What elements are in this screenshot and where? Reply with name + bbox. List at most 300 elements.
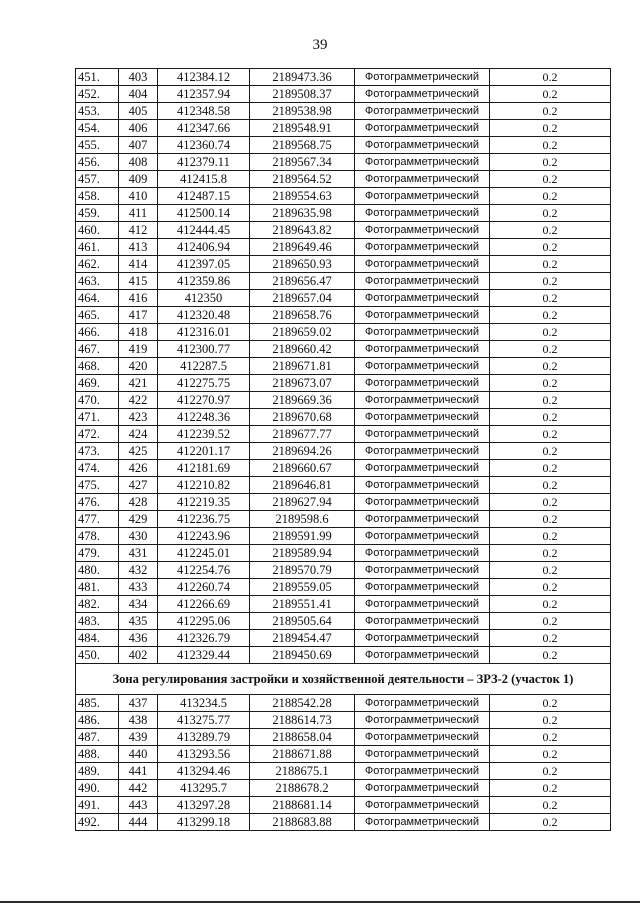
cell-row-number: 465. bbox=[76, 307, 119, 324]
cell-x-coordinate: 412348.58 bbox=[158, 103, 250, 120]
cell-point-number: 419 bbox=[119, 341, 158, 358]
cell-y-coordinate: 2188675.1 bbox=[250, 763, 355, 780]
cell-point-number: 405 bbox=[119, 103, 158, 120]
cell-point-number: 410 bbox=[119, 188, 158, 205]
section-header-row bbox=[76, 664, 611, 695]
cell-y-coordinate: 2189570.79 bbox=[250, 562, 355, 579]
cell-accuracy: 0.2 bbox=[490, 562, 611, 579]
cell-y-coordinate: 2189659.02 bbox=[250, 324, 355, 341]
cell-accuracy: 0.2 bbox=[490, 120, 611, 137]
cell-y-coordinate: 2189559.05 bbox=[250, 579, 355, 596]
cell-y-coordinate: 2188678.2 bbox=[250, 780, 355, 797]
cell-method: Фотограмметрический bbox=[355, 528, 490, 545]
table-row bbox=[76, 630, 611, 647]
table-row bbox=[76, 239, 611, 256]
cell-x-coordinate: 413275.77 bbox=[158, 712, 250, 729]
cell-accuracy: 0.2 bbox=[490, 154, 611, 171]
cell-accuracy: 0.2 bbox=[490, 392, 611, 409]
table-row bbox=[76, 205, 611, 222]
cell-method: Фотограмметрический bbox=[355, 222, 490, 239]
cell-accuracy: 0.2 bbox=[490, 443, 611, 460]
cell-x-coordinate: 412239.52 bbox=[158, 426, 250, 443]
cell-point-number: 425 bbox=[119, 443, 158, 460]
cell-method: Фотограмметрический bbox=[355, 443, 490, 460]
cell-x-coordinate: 412181.69 bbox=[158, 460, 250, 477]
cell-accuracy: 0.2 bbox=[490, 426, 611, 443]
cell-y-coordinate: 2189554.63 bbox=[250, 188, 355, 205]
table-row bbox=[76, 596, 611, 613]
cell-row-number: 487. bbox=[76, 729, 119, 746]
cell-point-number: 413 bbox=[119, 239, 158, 256]
cell-point-number: 432 bbox=[119, 562, 158, 579]
table-row bbox=[76, 729, 611, 746]
cell-x-coordinate: 412379.11 bbox=[158, 154, 250, 171]
cell-method: Фотограмметрический bbox=[355, 695, 490, 712]
cell-y-coordinate: 2189508.37 bbox=[250, 86, 355, 103]
cell-point-number: 421 bbox=[119, 375, 158, 392]
table-row bbox=[76, 613, 611, 630]
cell-row-number: 472. bbox=[76, 426, 119, 443]
cell-method: Фотограмметрический bbox=[355, 763, 490, 780]
cell-y-coordinate: 2189669.36 bbox=[250, 392, 355, 409]
cell-y-coordinate: 2189568.75 bbox=[250, 137, 355, 154]
table-row bbox=[76, 392, 611, 409]
cell-x-coordinate: 412316.01 bbox=[158, 324, 250, 341]
cell-point-number: 409 bbox=[119, 171, 158, 188]
table-row bbox=[76, 477, 611, 494]
cell-point-number: 412 bbox=[119, 222, 158, 239]
cell-point-number: 442 bbox=[119, 780, 158, 797]
cell-row-number: 488. bbox=[76, 746, 119, 763]
cell-row-number: 489. bbox=[76, 763, 119, 780]
cell-method: Фотограмметрический bbox=[355, 188, 490, 205]
cell-point-number: 430 bbox=[119, 528, 158, 545]
cell-accuracy: 0.2 bbox=[490, 630, 611, 647]
cell-x-coordinate: 412406.94 bbox=[158, 239, 250, 256]
cell-x-coordinate: 413294.46 bbox=[158, 763, 250, 780]
cell-row-number: 454. bbox=[76, 120, 119, 137]
cell-method: Фотограмметрический bbox=[355, 712, 490, 729]
cell-row-number: 485. bbox=[76, 695, 119, 712]
cell-x-coordinate: 412266.69 bbox=[158, 596, 250, 613]
cell-method: Фотограмметрический bbox=[355, 256, 490, 273]
cell-row-number: 482. bbox=[76, 596, 119, 613]
cell-y-coordinate: 2189677.77 bbox=[250, 426, 355, 443]
cell-accuracy: 0.2 bbox=[490, 477, 611, 494]
cell-y-coordinate: 2188614.73 bbox=[250, 712, 355, 729]
table-row bbox=[76, 797, 611, 814]
cell-method: Фотограмметрический bbox=[355, 797, 490, 814]
cell-accuracy: 0.2 bbox=[490, 188, 611, 205]
cell-x-coordinate: 413299.18 bbox=[158, 814, 250, 831]
cell-x-coordinate: 412201.17 bbox=[158, 443, 250, 460]
cell-point-number: 428 bbox=[119, 494, 158, 511]
cell-y-coordinate: 2189673.07 bbox=[250, 375, 355, 392]
table-row bbox=[76, 647, 611, 664]
cell-x-coordinate: 412236.75 bbox=[158, 511, 250, 528]
cell-row-number: 477. bbox=[76, 511, 119, 528]
cell-x-coordinate: 413234.5 bbox=[158, 695, 250, 712]
cell-point-number: 444 bbox=[119, 814, 158, 831]
table-row bbox=[76, 460, 611, 477]
cell-point-number: 437 bbox=[119, 695, 158, 712]
cell-accuracy: 0.2 bbox=[490, 596, 611, 613]
cell-accuracy: 0.2 bbox=[490, 375, 611, 392]
cell-accuracy: 0.2 bbox=[490, 137, 611, 154]
cell-point-number: 443 bbox=[119, 797, 158, 814]
cell-accuracy: 0.2 bbox=[490, 780, 611, 797]
cell-accuracy: 0.2 bbox=[490, 647, 611, 664]
cell-y-coordinate: 2189551.41 bbox=[250, 596, 355, 613]
cell-y-coordinate: 2188683.88 bbox=[250, 814, 355, 831]
cell-point-number: 416 bbox=[119, 290, 158, 307]
cell-y-coordinate: 2189627.94 bbox=[250, 494, 355, 511]
cell-x-coordinate: 412487.15 bbox=[158, 188, 250, 205]
cell-x-coordinate: 413293.56 bbox=[158, 746, 250, 763]
cell-x-coordinate: 412300.77 bbox=[158, 341, 250, 358]
cell-x-coordinate: 412210.82 bbox=[158, 477, 250, 494]
cell-row-number: 492. bbox=[76, 814, 119, 831]
cell-row-number: 453. bbox=[76, 103, 119, 120]
cell-accuracy: 0.2 bbox=[490, 579, 611, 596]
cell-x-coordinate: 412254.76 bbox=[158, 562, 250, 579]
cell-method: Фотограмметрический bbox=[355, 154, 490, 171]
cell-accuracy: 0.2 bbox=[490, 205, 611, 222]
cell-point-number: 403 bbox=[119, 69, 158, 86]
cell-row-number: 457. bbox=[76, 171, 119, 188]
cell-x-coordinate: 412320.48 bbox=[158, 307, 250, 324]
cell-method: Фотограмметрический bbox=[355, 324, 490, 341]
cell-row-number: 460. bbox=[76, 222, 119, 239]
cell-x-coordinate: 412287.5 bbox=[158, 358, 250, 375]
cell-accuracy: 0.2 bbox=[490, 613, 611, 630]
cell-row-number: 476. bbox=[76, 494, 119, 511]
cell-accuracy: 0.2 bbox=[490, 545, 611, 562]
cell-accuracy: 0.2 bbox=[490, 239, 611, 256]
cell-y-coordinate: 2189567.34 bbox=[250, 154, 355, 171]
cell-accuracy: 0.2 bbox=[490, 409, 611, 426]
cell-y-coordinate: 2189643.82 bbox=[250, 222, 355, 239]
cell-y-coordinate: 2189548.91 bbox=[250, 120, 355, 137]
table-row bbox=[76, 780, 611, 797]
table-row bbox=[76, 579, 611, 596]
cell-y-coordinate: 2189670.68 bbox=[250, 409, 355, 426]
cell-y-coordinate: 2189649.46 bbox=[250, 239, 355, 256]
cell-point-number: 423 bbox=[119, 409, 158, 426]
cell-row-number: 468. bbox=[76, 358, 119, 375]
cell-y-coordinate: 2189454.47 bbox=[250, 630, 355, 647]
cell-y-coordinate: 2188658.04 bbox=[250, 729, 355, 746]
cell-y-coordinate: 2189660.42 bbox=[250, 341, 355, 358]
cell-row-number: 458. bbox=[76, 188, 119, 205]
cell-row-number: 478. bbox=[76, 528, 119, 545]
cell-point-number: 420 bbox=[119, 358, 158, 375]
cell-row-number: 486. bbox=[76, 712, 119, 729]
cell-method: Фотограмметрический bbox=[355, 545, 490, 562]
cell-point-number: 422 bbox=[119, 392, 158, 409]
cell-y-coordinate: 2189538.98 bbox=[250, 103, 355, 120]
cell-y-coordinate: 2189591.99 bbox=[250, 528, 355, 545]
scan-edge-line bbox=[0, 901, 640, 903]
table-row bbox=[76, 188, 611, 205]
cell-y-coordinate: 2189564.52 bbox=[250, 171, 355, 188]
cell-y-coordinate: 2189656.47 bbox=[250, 273, 355, 290]
table-row bbox=[76, 120, 611, 137]
table-row bbox=[76, 426, 611, 443]
cell-row-number: 466. bbox=[76, 324, 119, 341]
cell-row-number: 490. bbox=[76, 780, 119, 797]
cell-method: Фотограмметрический bbox=[355, 69, 490, 86]
table-row bbox=[76, 562, 611, 579]
cell-accuracy: 0.2 bbox=[490, 797, 611, 814]
cell-method: Фотограмметрический bbox=[355, 137, 490, 154]
cell-accuracy: 0.2 bbox=[490, 511, 611, 528]
cell-x-coordinate: 412397.05 bbox=[158, 256, 250, 273]
table-row bbox=[76, 712, 611, 729]
cell-y-coordinate: 2189658.76 bbox=[250, 307, 355, 324]
cell-row-number: 474. bbox=[76, 460, 119, 477]
cell-accuracy: 0.2 bbox=[490, 222, 611, 239]
cell-point-number: 436 bbox=[119, 630, 158, 647]
cell-row-number: 452. bbox=[76, 86, 119, 103]
cell-accuracy: 0.2 bbox=[490, 273, 611, 290]
cell-y-coordinate: 2188542.28 bbox=[250, 695, 355, 712]
cell-point-number: 431 bbox=[119, 545, 158, 562]
coordinates-table bbox=[75, 68, 611, 831]
cell-accuracy: 0.2 bbox=[490, 712, 611, 729]
cell-point-number: 404 bbox=[119, 86, 158, 103]
cell-method: Фотограмметрический bbox=[355, 460, 490, 477]
table-row bbox=[76, 273, 611, 290]
cell-method: Фотограмметрический bbox=[355, 273, 490, 290]
cell-x-coordinate: 412500.14 bbox=[158, 205, 250, 222]
cell-x-coordinate: 412359.86 bbox=[158, 273, 250, 290]
cell-point-number: 434 bbox=[119, 596, 158, 613]
cell-point-number: 429 bbox=[119, 511, 158, 528]
cell-point-number: 408 bbox=[119, 154, 158, 171]
table-row bbox=[76, 324, 611, 341]
cell-accuracy: 0.2 bbox=[490, 324, 611, 341]
cell-point-number: 438 bbox=[119, 712, 158, 729]
cell-row-number: 464. bbox=[76, 290, 119, 307]
cell-method: Фотограмметрический bbox=[355, 729, 490, 746]
cell-x-coordinate: 412219.35 bbox=[158, 494, 250, 511]
cell-method: Фотограмметрический bbox=[355, 290, 490, 307]
cell-point-number: 435 bbox=[119, 613, 158, 630]
cell-y-coordinate: 2189635.98 bbox=[250, 205, 355, 222]
cell-accuracy: 0.2 bbox=[490, 729, 611, 746]
cell-row-number: 463. bbox=[76, 273, 119, 290]
table-row bbox=[76, 103, 611, 120]
cell-row-number: 455. bbox=[76, 137, 119, 154]
table-row bbox=[76, 256, 611, 273]
cell-method: Фотограмметрический bbox=[355, 205, 490, 222]
cell-method: Фотограмметрический bbox=[355, 426, 490, 443]
cell-method: Фотограмметрический bbox=[355, 120, 490, 137]
table-row bbox=[76, 443, 611, 460]
cell-x-coordinate: 412360.74 bbox=[158, 137, 250, 154]
cell-x-coordinate: 412248.36 bbox=[158, 409, 250, 426]
cell-y-coordinate: 2189657.04 bbox=[250, 290, 355, 307]
table-row bbox=[76, 695, 611, 712]
table-row bbox=[76, 814, 611, 831]
cell-method: Фотограмметрический bbox=[355, 746, 490, 763]
cell-row-number: 461. bbox=[76, 239, 119, 256]
cell-accuracy: 0.2 bbox=[490, 256, 611, 273]
cell-method: Фотограмметрический bbox=[355, 103, 490, 120]
cell-accuracy: 0.2 bbox=[490, 460, 611, 477]
cell-y-coordinate: 2189589.94 bbox=[250, 545, 355, 562]
cell-accuracy: 0.2 bbox=[490, 746, 611, 763]
section-title: Зона регулирования застройки и хозяйственной деятельности – ЗРЗ-2 (участок 1) bbox=[76, 664, 611, 695]
cell-y-coordinate: 2189694.26 bbox=[250, 443, 355, 460]
cell-x-coordinate: 412384.12 bbox=[158, 69, 250, 86]
cell-y-coordinate: 2189646.81 bbox=[250, 477, 355, 494]
table-row bbox=[76, 511, 611, 528]
cell-accuracy: 0.2 bbox=[490, 695, 611, 712]
cell-row-number: 491. bbox=[76, 797, 119, 814]
table-row bbox=[76, 222, 611, 239]
cell-x-coordinate: 413295.7 bbox=[158, 780, 250, 797]
page-number: 39 bbox=[312, 37, 328, 53]
cell-accuracy: 0.2 bbox=[490, 814, 611, 831]
cell-accuracy: 0.2 bbox=[490, 494, 611, 511]
cell-row-number: 467. bbox=[76, 341, 119, 358]
cell-row-number: 471. bbox=[76, 409, 119, 426]
cell-x-coordinate: 412270.97 bbox=[158, 392, 250, 409]
cell-method: Фотограмметрический bbox=[355, 307, 490, 324]
table-row bbox=[76, 86, 611, 103]
table-row bbox=[76, 494, 611, 511]
cell-x-coordinate: 412275.75 bbox=[158, 375, 250, 392]
cell-method: Фотограмметрический bbox=[355, 239, 490, 256]
cell-method: Фотограмметрический bbox=[355, 375, 490, 392]
cell-point-number: 440 bbox=[119, 746, 158, 763]
cell-point-number: 418 bbox=[119, 324, 158, 341]
cell-accuracy: 0.2 bbox=[490, 341, 611, 358]
table-row bbox=[76, 290, 611, 307]
table-row bbox=[76, 528, 611, 545]
cell-x-coordinate: 412326.79 bbox=[158, 630, 250, 647]
cell-method: Фотограмметрический bbox=[355, 596, 490, 613]
cell-method: Фотограмметрический bbox=[355, 409, 490, 426]
cell-method: Фотограмметрический bbox=[355, 780, 490, 797]
cell-row-number: 484. bbox=[76, 630, 119, 647]
cell-x-coordinate: 412295.06 bbox=[158, 613, 250, 630]
cell-method: Фотограмметрический bbox=[355, 171, 490, 188]
cell-method: Фотограмметрический bbox=[355, 630, 490, 647]
cell-accuracy: 0.2 bbox=[490, 103, 611, 120]
table-row bbox=[76, 763, 611, 780]
cell-point-number: 402 bbox=[119, 647, 158, 664]
cell-y-coordinate: 2188681.14 bbox=[250, 797, 355, 814]
cell-x-coordinate: 412444.45 bbox=[158, 222, 250, 239]
cell-point-number: 411 bbox=[119, 205, 158, 222]
cell-point-number: 441 bbox=[119, 763, 158, 780]
cell-x-coordinate: 412329.44 bbox=[158, 647, 250, 664]
cell-row-number: 480. bbox=[76, 562, 119, 579]
cell-point-number: 433 bbox=[119, 579, 158, 596]
cell-x-coordinate: 412245.01 bbox=[158, 545, 250, 562]
table-row bbox=[76, 307, 611, 324]
table-row bbox=[76, 375, 611, 392]
cell-point-number: 424 bbox=[119, 426, 158, 443]
cell-x-coordinate: 413297.28 bbox=[158, 797, 250, 814]
cell-x-coordinate: 412357.94 bbox=[158, 86, 250, 103]
cell-row-number: 475. bbox=[76, 477, 119, 494]
cell-method: Фотограмметрический bbox=[355, 494, 490, 511]
cell-method: Фотограмметрический bbox=[355, 477, 490, 494]
table-row bbox=[76, 358, 611, 375]
cell-row-number: 483. bbox=[76, 613, 119, 630]
table-row bbox=[76, 746, 611, 763]
cell-method: Фотограмметрический bbox=[355, 392, 490, 409]
cell-point-number: 417 bbox=[119, 307, 158, 324]
cell-accuracy: 0.2 bbox=[490, 69, 611, 86]
cell-row-number: 469. bbox=[76, 375, 119, 392]
table-row bbox=[76, 69, 611, 86]
cell-row-number: 459. bbox=[76, 205, 119, 222]
cell-y-coordinate: 2189598.6 bbox=[250, 511, 355, 528]
cell-row-number: 481. bbox=[76, 579, 119, 596]
cell-point-number: 439 bbox=[119, 729, 158, 746]
table-row bbox=[76, 409, 611, 426]
cell-method: Фотограмметрический bbox=[355, 814, 490, 831]
table-row bbox=[76, 137, 611, 154]
cell-row-number: 451. bbox=[76, 69, 119, 86]
cell-method: Фотограмметрический bbox=[355, 613, 490, 630]
table-row bbox=[76, 341, 611, 358]
cell-method: Фотограмметрический bbox=[355, 647, 490, 664]
cell-accuracy: 0.2 bbox=[490, 171, 611, 188]
cell-accuracy: 0.2 bbox=[490, 307, 611, 324]
cell-method: Фотограмметрический bbox=[355, 341, 490, 358]
cell-accuracy: 0.2 bbox=[490, 358, 611, 375]
cell-row-number: 450. bbox=[76, 647, 119, 664]
cell-row-number: 473. bbox=[76, 443, 119, 460]
cell-row-number: 462. bbox=[76, 256, 119, 273]
cell-x-coordinate: 413289.79 bbox=[158, 729, 250, 746]
cell-row-number: 456. bbox=[76, 154, 119, 171]
cell-point-number: 426 bbox=[119, 460, 158, 477]
cell-point-number: 406 bbox=[119, 120, 158, 137]
cell-y-coordinate: 2189505.64 bbox=[250, 613, 355, 630]
cell-accuracy: 0.2 bbox=[490, 86, 611, 103]
cell-x-coordinate: 412243.96 bbox=[158, 528, 250, 545]
cell-y-coordinate: 2189650.93 bbox=[250, 256, 355, 273]
cell-point-number: 427 bbox=[119, 477, 158, 494]
table-row bbox=[76, 154, 611, 171]
cell-y-coordinate: 2189450.69 bbox=[250, 647, 355, 664]
cell-method: Фотограмметрический bbox=[355, 511, 490, 528]
cell-x-coordinate: 412347.66 bbox=[158, 120, 250, 137]
coordinates-table-body bbox=[76, 69, 611, 664]
cell-point-number: 407 bbox=[119, 137, 158, 154]
cell-row-number: 479. bbox=[76, 545, 119, 562]
cell-point-number: 414 bbox=[119, 256, 158, 273]
cell-accuracy: 0.2 bbox=[490, 763, 611, 780]
cell-method: Фотограмметрический bbox=[355, 86, 490, 103]
cell-method: Фотограмметрический bbox=[355, 562, 490, 579]
coordinates-table-body-zrz2 bbox=[76, 695, 611, 831]
cell-x-coordinate: 412260.74 bbox=[158, 579, 250, 596]
cell-method: Фотограмметрический bbox=[355, 579, 490, 596]
cell-y-coordinate: 2189473.36 bbox=[250, 69, 355, 86]
cell-row-number: 470. bbox=[76, 392, 119, 409]
cell-x-coordinate: 412415.8 bbox=[158, 171, 250, 188]
cell-accuracy: 0.2 bbox=[490, 290, 611, 307]
cell-method: Фотограмметрический bbox=[355, 358, 490, 375]
